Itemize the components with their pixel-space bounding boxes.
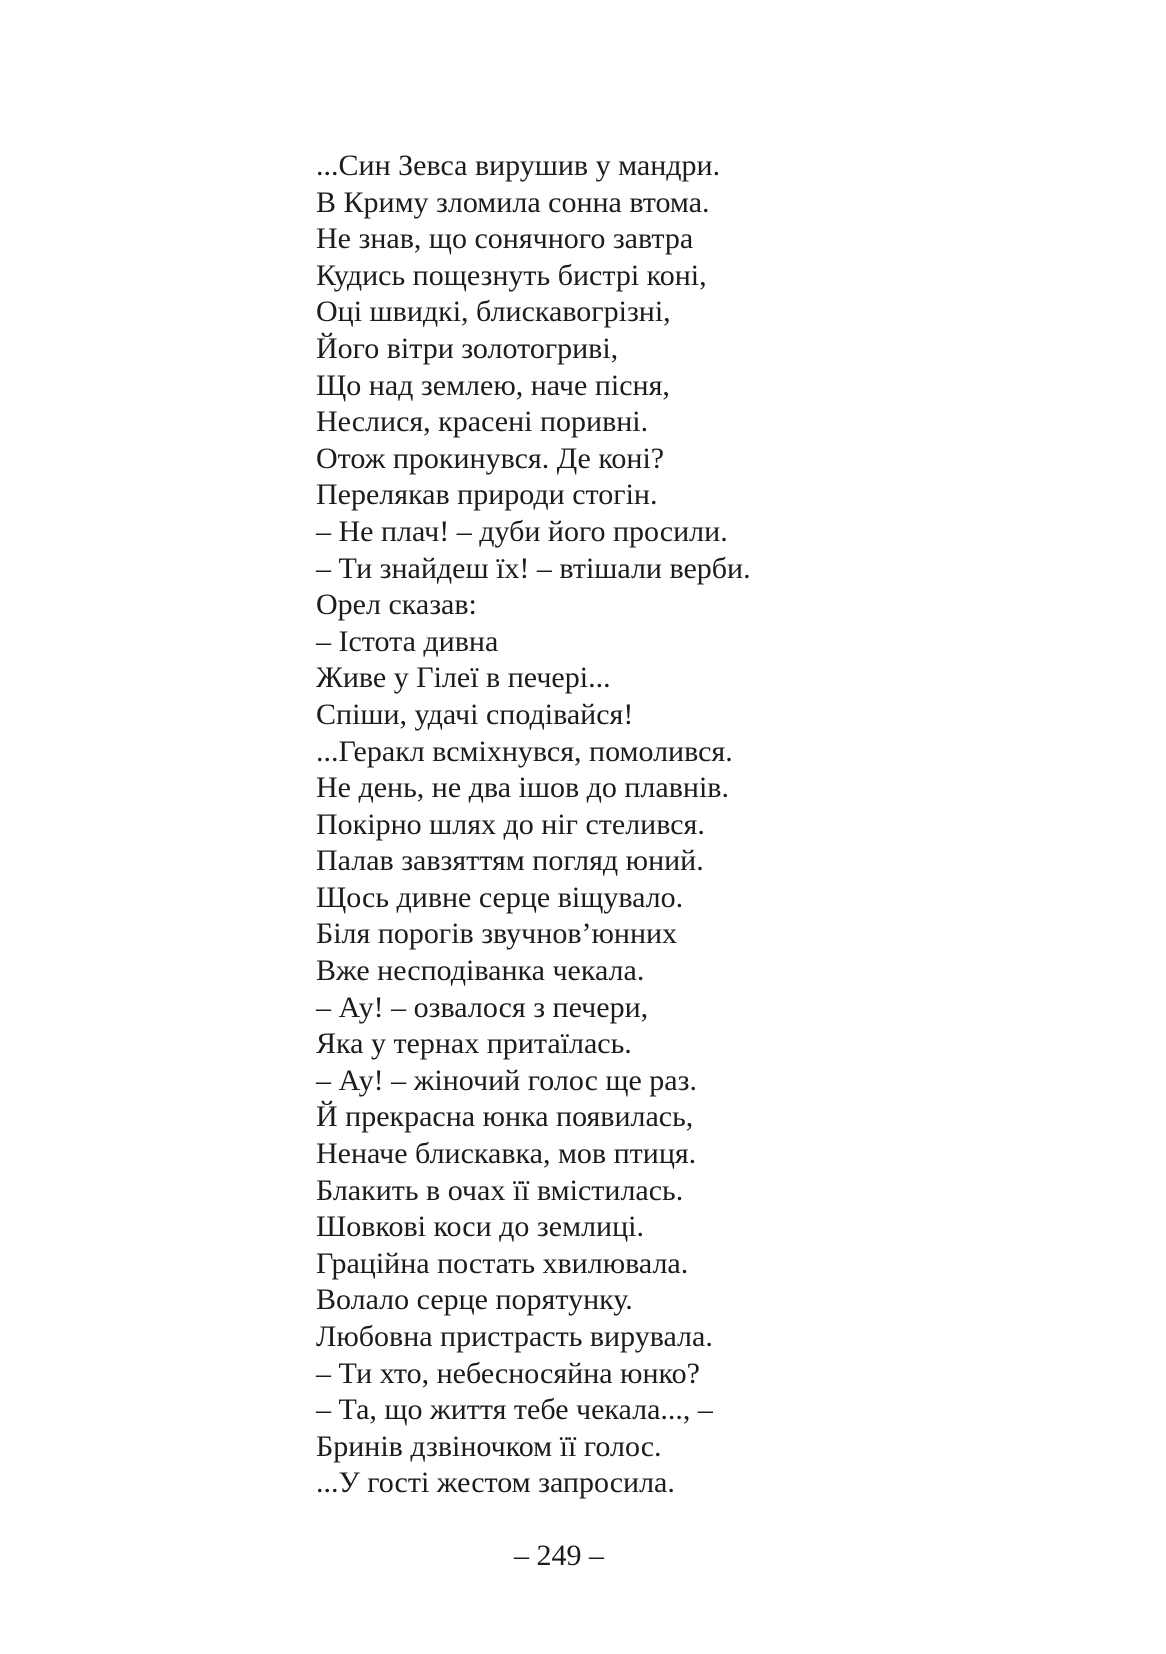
poem-line: Любовна пристрасть вирувала. bbox=[316, 1320, 713, 1353]
poem-line: Покірно шлях до ніг стелився. bbox=[316, 807, 705, 841]
poem-line: Не день, не два ішов до плавнів. bbox=[316, 771, 729, 805]
poem-line: ...У гості жестом запросила. bbox=[316, 1466, 675, 1500]
poem-line: Перелякав природи стогін. bbox=[316, 478, 658, 512]
poem-line: Орел сказав: bbox=[316, 588, 477, 622]
poem-line: Кудись пощезнуть бистрі коні, bbox=[316, 258, 707, 292]
poem-line: Неслися, красені поривні. bbox=[316, 405, 649, 439]
poem-line: Спіши, удачі сподівайся! bbox=[316, 697, 634, 731]
page-number: – 249 – bbox=[514, 1539, 604, 1572]
poem-line: Не знав, що сонячного завтра bbox=[316, 222, 694, 256]
poem-line: Палав завзяттям погляд юний. bbox=[316, 844, 704, 878]
poem-line: Яка у тернах притаїлась. bbox=[316, 1027, 632, 1061]
poem-line: – Та, що життя тебе чекала..., – bbox=[316, 1393, 713, 1427]
poem-line: Отож прокинувся. Де коні? bbox=[316, 441, 665, 475]
poem-line: Що над землею, наче пісня, bbox=[316, 368, 670, 402]
poem-line: – Не плач! – дуби його просили. bbox=[316, 514, 728, 548]
poem-line: ...Геракл всміхнувся, помолився. bbox=[316, 734, 733, 768]
poem-line: Неначе блискавка, мов птиця. bbox=[316, 1137, 697, 1171]
poem-line: Блакить в очах її вмістилась. bbox=[316, 1173, 684, 1207]
poem-line: – Ти хто, небесносяйна юнко? bbox=[316, 1356, 700, 1390]
poem-line: Біля порогів звучнов’юнних bbox=[316, 917, 678, 951]
poem-line: Живе у Гілеї в печері... bbox=[316, 661, 611, 695]
poem-line: Вже несподіванка чекала. bbox=[316, 954, 645, 988]
poem-line: Граційна постать хвилювала. bbox=[316, 1246, 689, 1280]
poem-line: Й прекрасна юнка появилась, bbox=[316, 1100, 694, 1134]
poem-line: Оці швидкі, блискавогрізні, bbox=[316, 295, 671, 329]
poem-line: Шовкові коси до землиці. bbox=[316, 1210, 644, 1244]
poem-line: Бринів дзвіночком її голос. bbox=[316, 1429, 662, 1463]
poem-line: Щось дивне серце віщувало. bbox=[316, 880, 684, 914]
poem-line: – Ау! – жіночий голос ще раз. bbox=[316, 1063, 697, 1097]
poem-line: В Криму зломила сонна втома. bbox=[316, 185, 710, 219]
poem-line: – Ау! – озвалося з печери, bbox=[316, 990, 649, 1024]
poem-line: – Істота дивна bbox=[316, 624, 499, 658]
poem-line: – Ти знайдеш їх! – втішали верби. bbox=[316, 551, 751, 585]
poem-text bbox=[316, 148, 1016, 1502]
poem-line: Волало серце порятунку. bbox=[316, 1283, 633, 1317]
poem-line: ...Син Зевса вирушив у мандри. bbox=[316, 149, 721, 182]
poem-line: Його вітри золотогриві, bbox=[316, 331, 619, 365]
